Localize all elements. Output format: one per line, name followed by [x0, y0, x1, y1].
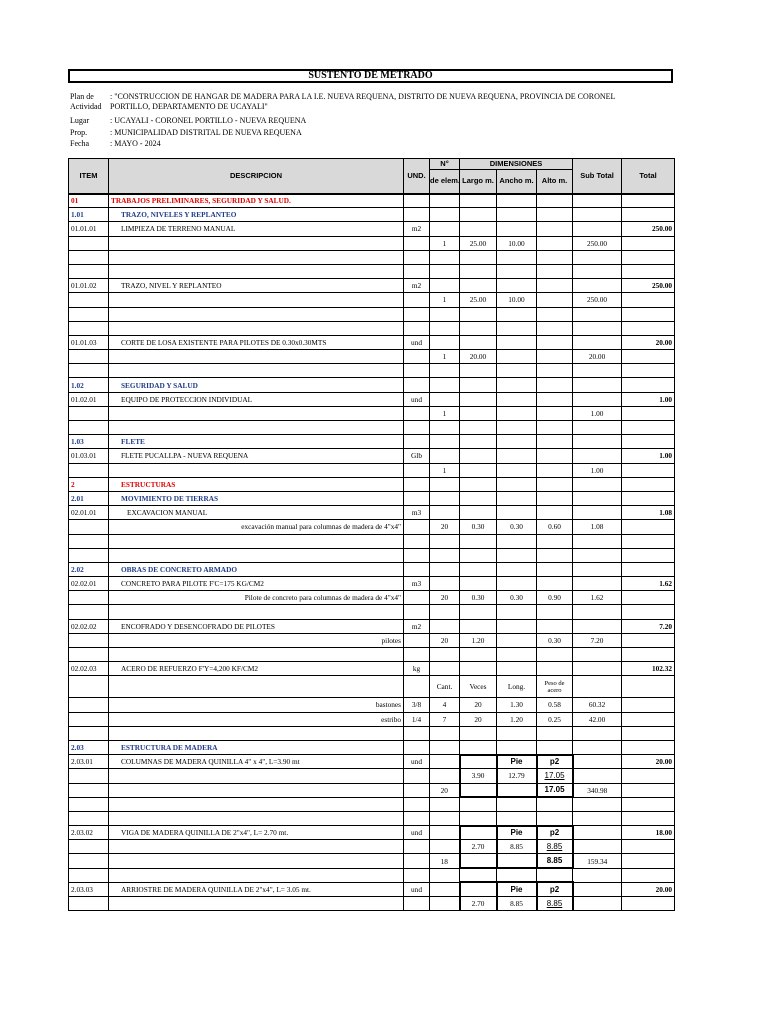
cell-alto: 0.25 [537, 712, 573, 726]
cell-pie-label: Pie [497, 882, 537, 896]
cell-desc: ESTRUCTURAS [109, 477, 404, 491]
cell-desc: OBRAS DE CONCRETO ARMADO [109, 562, 404, 576]
cell-desc: ENCOFRADO Y DESENCOFRADO DE PILOTES [109, 619, 404, 633]
header-dimensiones: DIMENSIONES [460, 159, 573, 170]
table-row [69, 826, 675, 840]
info-value: : UCAYALI - CORONEL PORTILLO - NUEVA REQUENA [110, 116, 307, 125]
cell-item: 02.01.01 [69, 506, 109, 520]
metrado-table [68, 158, 675, 911]
cell-pie-label: Pie [497, 755, 537, 769]
cell-largo: 2.70 [460, 840, 497, 854]
cell-desc: Pilote de concreto para columnas de madera de 4"x4" [109, 591, 404, 605]
cell-n: 20 [430, 633, 460, 647]
cell-subtotal: 1.00 [573, 406, 622, 420]
header-subtotal: Sub Total [573, 159, 622, 194]
cell-n: 1 [430, 463, 460, 477]
cell-subtotal: 60.32 [573, 698, 622, 712]
cell-largo: 2.70 [460, 897, 497, 911]
cell-largo: 1.20 [460, 633, 497, 647]
cell-p2-label: p2 [537, 755, 573, 769]
cell-total: 18.00 [622, 826, 675, 840]
cell-total: 1.00 [622, 449, 675, 463]
cell-long-label: Long. [497, 676, 537, 698]
cell-total: 250.00 [622, 279, 675, 293]
cell-desc: LIMPIEZA DE TERRENO MANUAL [109, 222, 404, 236]
cell-item: 01.03.01 [69, 449, 109, 463]
header-und: UND. [404, 159, 430, 194]
cell-total: 20.00 [622, 335, 675, 349]
cell-desc: TRABAJOS PRELIMINARES, SEGURIDAD Y SALUD. [109, 194, 404, 208]
info-value: PORTILLO, DEPARTAMENTO DE UCAYALI" [110, 102, 268, 111]
cell-desc: EQUIPO DE PROTECCION INDIVIDUAL [109, 392, 404, 406]
cell-desc: VIGA DE MADERA QUINILLA DE 2"x4", L= 2.70 mt. [109, 826, 404, 840]
cell-und: m2 [404, 222, 430, 236]
cell-und: kg [404, 662, 430, 676]
cell-item: 01 [69, 194, 109, 208]
cell-alto-value: 17.05 [544, 771, 565, 781]
cell-subtotal: 7.20 [573, 633, 622, 647]
cell-subtotal: 1.62 [573, 591, 622, 605]
cell-desc: excavación manual para columnas de madera de 4"x4" [109, 520, 404, 534]
cell-item: 02.02.03 [69, 662, 109, 676]
table-row [69, 506, 675, 520]
cell-item: 2 [69, 477, 109, 491]
cell-ancho: 1.30 [497, 698, 537, 712]
table-row [69, 236, 675, 250]
cell-n: 1 [430, 406, 460, 420]
info-key: Fecha [70, 139, 90, 148]
cell-und: und [404, 882, 430, 896]
cell-alto [537, 897, 573, 911]
table-row [69, 222, 675, 236]
cell-item: 1.03 [69, 435, 109, 449]
cell-n: 20 [430, 591, 460, 605]
cell-item: 01.01.03 [69, 335, 109, 349]
cell-alto-value: 8.85 [546, 842, 563, 852]
cell-und: m3 [404, 577, 430, 591]
table-row [69, 605, 675, 619]
cell-alto [537, 840, 573, 854]
cell-subtotal: 42.00 [573, 712, 622, 726]
table-row [69, 307, 675, 321]
cell-p2-label: p2 [537, 882, 573, 896]
cell-ancho: 0.30 [497, 591, 537, 605]
cell-largo: 0.30 [460, 591, 497, 605]
table-row [69, 868, 675, 882]
cell-item: 1.02 [69, 378, 109, 392]
cell-pie-label: Pie [497, 826, 537, 840]
cell-peso-label: Peso de acero [537, 676, 573, 698]
cell-ancho: 10.00 [497, 236, 537, 250]
cell-subtotal: 159.34 [573, 854, 622, 868]
table-row [69, 811, 675, 825]
cell-n: 1 [430, 236, 460, 250]
table-row [69, 194, 675, 208]
cell-alto [537, 769, 573, 783]
cell-ancho: 0.30 [497, 520, 537, 534]
cell-desc: pilotes [109, 633, 404, 647]
cell-und: und [404, 392, 430, 406]
table-row [69, 435, 675, 449]
cell-total: 1.08 [622, 506, 675, 520]
cell-und: 1/4 [404, 712, 430, 726]
cell-item: 01.01.02 [69, 279, 109, 293]
cell-ancho: 1.20 [497, 712, 537, 726]
info-key: Lugar [70, 116, 90, 125]
cell-item: 02.02.02 [69, 619, 109, 633]
cell-total: 1.62 [622, 577, 675, 591]
cell-desc: CORTE DE LOSA EXISTENTE PARA PILOTES DE 0.30x0.30MTS [109, 335, 404, 349]
cell-ancho: 8.85 [497, 897, 537, 911]
cell-alto: 8.85 [537, 854, 573, 868]
cell-n: 20 [430, 783, 460, 797]
cell-desc: FLETE PUCALLPA - NUEVA REQUENA [109, 449, 404, 463]
table-row [69, 882, 675, 896]
table-row [69, 520, 675, 534]
cell-alto: 0.90 [537, 591, 573, 605]
table-row [69, 491, 675, 505]
cell-alto: 0.30 [537, 633, 573, 647]
cell-item: 2.02 [69, 562, 109, 576]
cell-total: 20.00 [622, 882, 675, 896]
cell-subtotal: 250.00 [573, 293, 622, 307]
table-row [69, 335, 675, 349]
cell-item: 2.03.03 [69, 882, 109, 896]
table-row [69, 392, 675, 406]
cell-n: 18 [430, 854, 460, 868]
header-row [69, 159, 675, 170]
table-row [69, 648, 675, 662]
header-total: Total [622, 159, 675, 194]
cell-und: und [404, 335, 430, 349]
cell-und: 3/8 [404, 698, 430, 712]
header-alto: Alto m. [537, 170, 573, 194]
cell-desc: CONCRETO PARA PILOTE F'C=175 KG/CM2 [109, 577, 404, 591]
cell-largo: 25.00 [460, 293, 497, 307]
cell-n: 4 [430, 698, 460, 712]
cell-cant-label: Cant. [430, 676, 460, 698]
cell-item: 1.01 [69, 208, 109, 222]
table-row [69, 676, 675, 698]
cell-n: 1 [430, 350, 460, 364]
cell-und: m2 [404, 279, 430, 293]
cell-desc: MOVIMIENTO DE TIERRAS [109, 491, 404, 505]
cell-n: 7 [430, 712, 460, 726]
cell-item: 2.03.02 [69, 826, 109, 840]
table-row [69, 769, 675, 783]
table-row [69, 293, 675, 307]
table-row [69, 726, 675, 740]
cell-desc: SEGURIDAD Y SALUD [109, 378, 404, 392]
cell-largo: 0.30 [460, 520, 497, 534]
cell-alto-value: 8.85 [546, 899, 563, 909]
cell-und: und [404, 755, 430, 769]
table-row [69, 897, 675, 911]
cell-largo: 20.00 [460, 350, 497, 364]
header-n: N° [430, 159, 460, 170]
table-row [69, 591, 675, 605]
cell-und: und [404, 826, 430, 840]
info-value: : MAYO - 2024 [110, 139, 161, 148]
cell-ancho: 8.85 [497, 840, 537, 854]
cell-subtotal: 1.00 [573, 463, 622, 477]
cell-ancho: 10.00 [497, 293, 537, 307]
cell-largo: 3.90 [460, 769, 497, 783]
cell-alto: 17.05 [537, 783, 573, 797]
cell-desc: EXCAVACION MANUAL [109, 506, 404, 520]
header-descripcion: DESCRIPCION [109, 159, 404, 194]
cell-und: m3 [404, 506, 430, 520]
table-row [69, 712, 675, 726]
cell-subtotal: 1.08 [573, 520, 622, 534]
table-row [69, 264, 675, 278]
info-key: Plan de [70, 92, 94, 101]
table-row [69, 406, 675, 420]
cell-subtotal: 250.00 [573, 236, 622, 250]
table-row [69, 854, 675, 868]
document-title: SUSTENTO DE METRADO [68, 69, 673, 83]
cell-desc: COLUMNAS DE MADERA QUINILLA 4" x 4", L=3.90 mt [109, 755, 404, 769]
table-row [69, 755, 675, 769]
cell-total: 20.00 [622, 755, 675, 769]
cell-und: m2 [404, 619, 430, 633]
table-row [69, 783, 675, 797]
table-row [69, 662, 675, 676]
cell-item: 02.02.01 [69, 577, 109, 591]
cell-n: 1 [430, 293, 460, 307]
cell-total: 1.00 [622, 392, 675, 406]
table-row [69, 449, 675, 463]
table-row [69, 378, 675, 392]
cell-total: 102.32 [622, 662, 675, 676]
cell-desc: FLETE [109, 435, 404, 449]
table-row [69, 350, 675, 364]
cell-und: Glb [404, 449, 430, 463]
table-row [69, 321, 675, 335]
table-row [69, 279, 675, 293]
header-ancho: Ancho m. [497, 170, 537, 194]
cell-subtotal: 340.98 [573, 783, 622, 797]
table-row [69, 698, 675, 712]
cell-ancho: 12.79 [497, 769, 537, 783]
cell-alto: 0.58 [537, 698, 573, 712]
info-key: Actividad [70, 102, 102, 111]
table-row [69, 364, 675, 378]
table-row [69, 421, 675, 435]
cell-total: 250.00 [622, 222, 675, 236]
cell-veces-label: Veces [460, 676, 497, 698]
cell-desc: TRAZO, NIVELES Y REPLANTEO [109, 208, 404, 222]
table-row [69, 208, 675, 222]
table-row [69, 797, 675, 811]
cell-item: 01.02.01 [69, 392, 109, 406]
info-key: Prop. [70, 128, 88, 137]
cell-desc: ESTRUCTURA DE MADERA [109, 740, 404, 754]
cell-desc: TRAZO, NIVEL Y REPLANTEO [109, 279, 404, 293]
table-row [69, 840, 675, 854]
table-row [69, 633, 675, 647]
cell-desc: ACERO DE REFUERZO F'Y=4,200 KF/CM2 [109, 662, 404, 676]
table-row [69, 562, 675, 576]
cell-n: 20 [430, 520, 460, 534]
table-row [69, 534, 675, 548]
info-value: : "CONSTRUCCION DE HANGAR DE MADERA PARA LA I.E. NUEVA REQUENA, DISTRITO DE NUEVA REQUENA, PROVINCIA DE CORONEL [110, 92, 616, 101]
table-row [69, 250, 675, 264]
cell-desc: estribo [109, 712, 404, 726]
header-item: ITEM [69, 159, 109, 194]
cell-subtotal: 20.00 [573, 350, 622, 364]
table-row [69, 577, 675, 591]
cell-p2-label: p2 [537, 826, 573, 840]
table-row [69, 740, 675, 754]
cell-item: 2.01 [69, 491, 109, 505]
table-row [69, 548, 675, 562]
table-row [69, 477, 675, 491]
header-largo: Largo m. [460, 170, 497, 194]
table-row [69, 619, 675, 633]
cell-item: 01.01.01 [69, 222, 109, 236]
cell-largo: 25.00 [460, 236, 497, 250]
cell-largo: 20 [460, 712, 497, 726]
cell-item: 2.03 [69, 740, 109, 754]
cell-alto: 0.60 [537, 520, 573, 534]
info-value: : MUNICIPALIDAD DISTRITAL DE NUEVA REQUENA [110, 128, 302, 137]
header-n-elem: de elem. [430, 170, 460, 194]
cell-total: 7.20 [622, 619, 675, 633]
cell-desc: ARRIOSTRE DE MADERA QUINILLA DE 2"x4", L= 3.05 mt. [109, 882, 404, 896]
cell-largo: 20 [460, 698, 497, 712]
table-row [69, 463, 675, 477]
cell-item: 2.03.01 [69, 755, 109, 769]
cell-desc: bastones [109, 698, 404, 712]
